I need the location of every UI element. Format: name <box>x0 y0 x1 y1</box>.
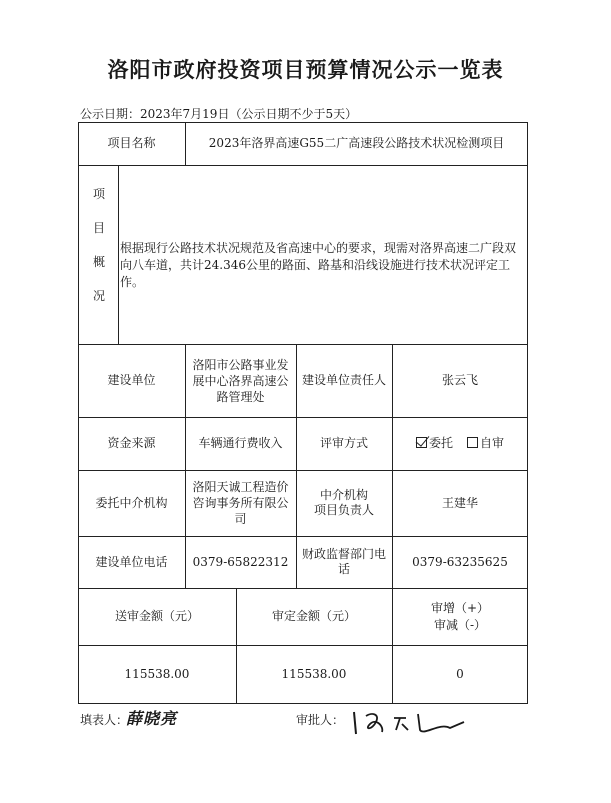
review-option-label: 委托 <box>428 436 453 450</box>
overview-label-char: 况 <box>92 289 105 303</box>
builder-phone: 0379-65822312 <box>192 554 289 569</box>
builder-lead-label: 建设单位责任人 <box>301 373 386 387</box>
approver-label: 审批人： <box>296 713 345 727</box>
diff-amount: 0 <box>456 667 464 681</box>
review-option-commissioned[interactable] <box>416 436 453 451</box>
filler-label: 填表人： <box>80 713 129 727</box>
checked-box-icon <box>416 437 427 448</box>
overview-label-char: 概 <box>92 255 105 269</box>
publish-date: 公示日期：2023年7月19日（公示日期不少于5天） <box>80 107 358 121</box>
overview-label <box>80 185 118 321</box>
filler-signature: 薛晓亮 <box>126 709 178 728</box>
empty-box-icon <box>467 437 478 448</box>
submitted-amount: 115538.00 <box>124 667 190 681</box>
review-label: 评审方式 <box>319 436 368 450</box>
agency-lead-label: 中介机构 项目负责人 <box>313 488 374 517</box>
review-option-self[interactable] <box>467 436 504 451</box>
table-rule <box>78 165 528 166</box>
overview-label-char: 项 <box>92 187 105 201</box>
agency-lead: 王建华 <box>441 495 478 510</box>
table-rule <box>118 165 119 344</box>
approved-amount-label: 审定金额（元） <box>271 609 356 623</box>
finance-phone: 0379-63235625 <box>412 554 508 569</box>
review-options <box>392 417 528 470</box>
funding-label: 资金来源 <box>107 436 156 450</box>
agency-name: 洛阳天诚工程造价咨询事务所有限公司 <box>192 480 289 526</box>
overview-text: 根据现行公路技术状况规范及省高速中心的要求，现需对洛界高速二广段双向八车道，共计24.346公里的路面、路基和沿线设施进行技术状况评定工作。 <box>120 241 517 289</box>
builder-lead: 张云飞 <box>441 373 478 387</box>
builder-name: 洛阳市公路事业发展中心洛界高速公路管理处 <box>192 357 289 404</box>
overview-label-char: 目 <box>92 221 105 235</box>
page-title: 洛阳市政府投资项目预算情况公示一览表 <box>107 57 504 82</box>
project-name-label: 项目名称 <box>107 136 156 150</box>
finance-phone-label: 财政监督部门电话 <box>301 547 386 576</box>
submitted-amount-label: 送审金额（元） <box>114 609 199 623</box>
review-option-label: 自审 <box>480 436 505 450</box>
project-name: 2023年洛界高速G55二广高速段公路技术状况检测项目 <box>208 136 505 150</box>
diff-amount-label: 审增（+） 审减（-） <box>430 600 490 632</box>
funding-source: 车辆通行费收入 <box>198 436 283 450</box>
approver-signature <box>350 708 470 738</box>
agency-label: 委托中介机构 <box>95 495 168 510</box>
builder-phone-label: 建设单位电话 <box>95 554 168 569</box>
approved-amount: 115538.00 <box>281 667 347 681</box>
builder-label: 建设单位 <box>107 373 156 387</box>
